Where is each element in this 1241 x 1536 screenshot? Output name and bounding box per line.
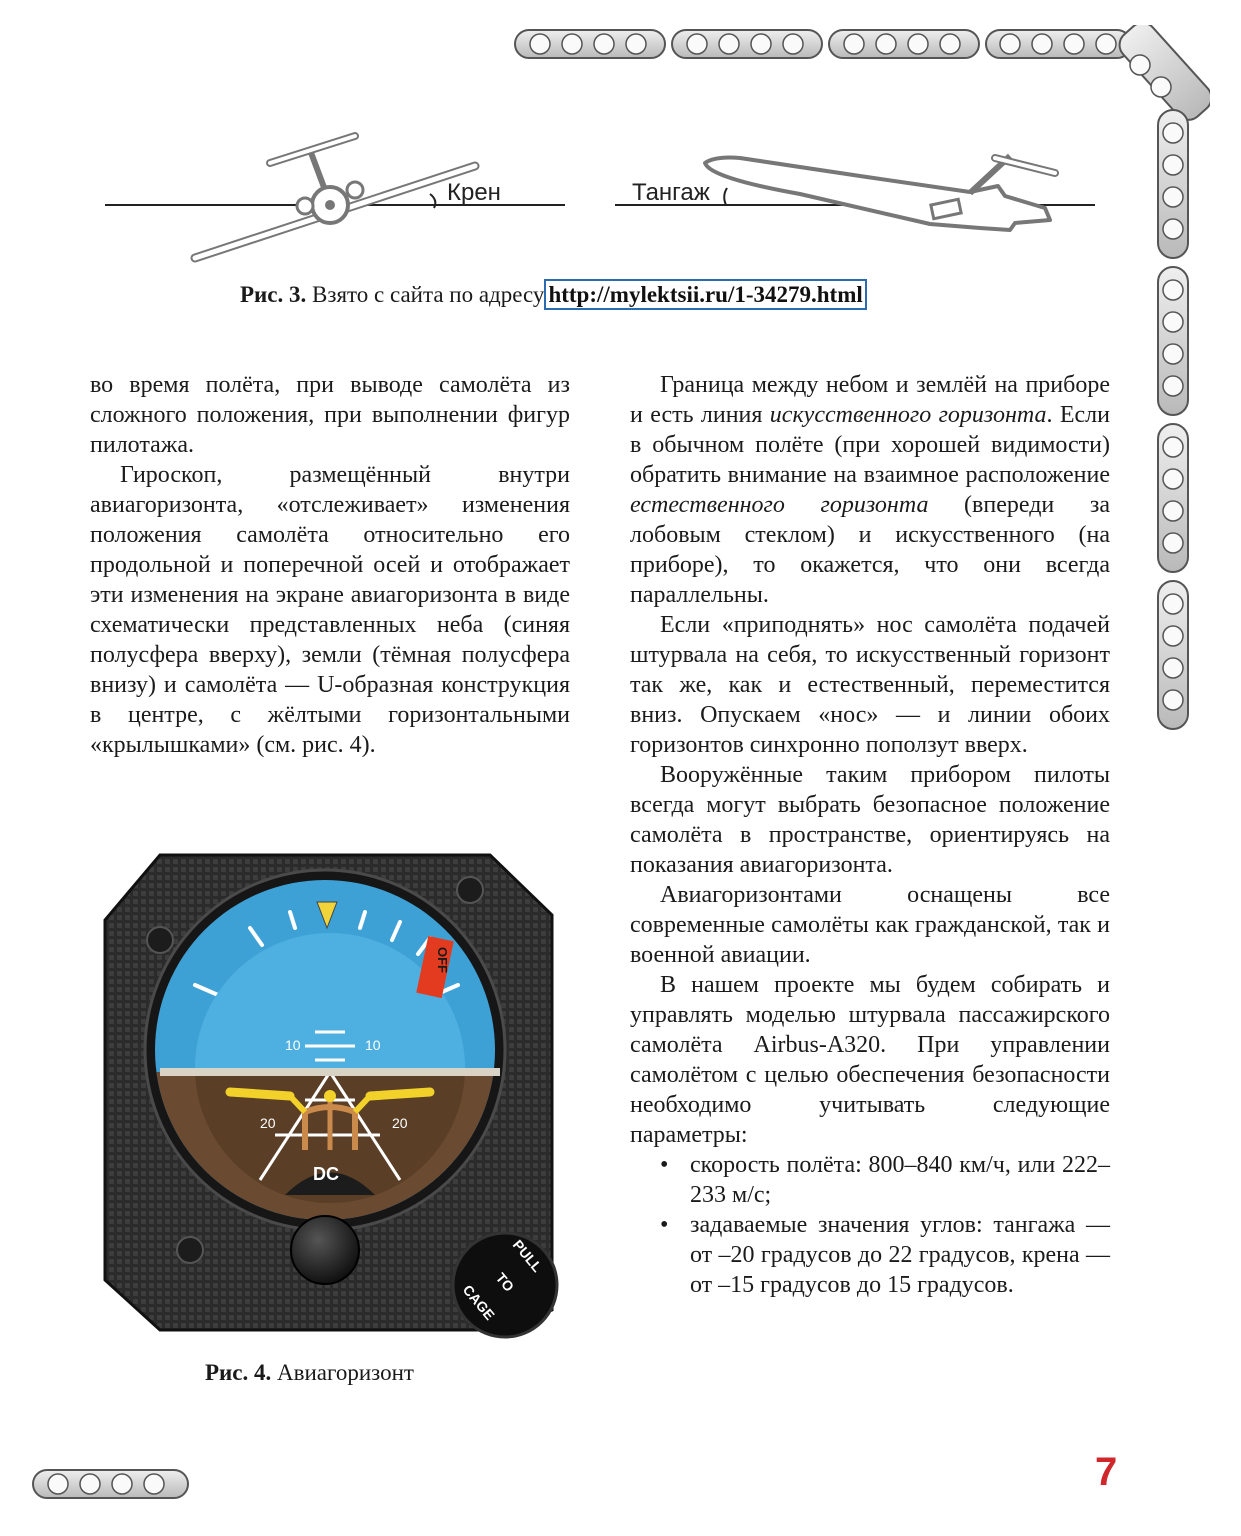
off-flag-label: OFF	[435, 947, 450, 973]
left-paragraph-1: во время полёта, при выводе самолёта из сложного положения, при выполнении фигур пилотажа.	[90, 372, 570, 458]
chain-decoration-top	[510, 25, 1210, 135]
bullet: •	[660, 1152, 669, 1178]
attitude-indicator-photo	[100, 850, 570, 1340]
right-paragraph-4: Авиагоризонтами оснащены все современные самолёты как гражданской, так и военной авиации.	[630, 882, 1110, 968]
pitch-up-left: 10	[285, 1037, 301, 1053]
list-item	[630, 1150, 1110, 1210]
list-item-text: задаваемые значения углов: тангажа — от –20 градусов до 22 градусов, крена — от –15 градусов до 15 градусов.	[690, 1212, 1110, 1298]
rp1-e: (впереди за лобовым стеклом) и искусственного (на приборе), то окажется, что они всегда параллельны.	[630, 492, 1110, 608]
cage-knob-label-2: TO	[492, 1269, 518, 1295]
pitch-down-right: 20	[392, 1115, 408, 1131]
right-paragraph-3: Вооружённые таким прибором пилоты всегда могут выбрать безопасное положение самолёта в пространстве, ориентируясь на показания авиагоризонта.	[630, 762, 1110, 878]
figure-3-caption-text: Взято с сайта по адресу	[306, 282, 545, 307]
right-paragraph-1	[630, 370, 1110, 610]
roll-label: Крен	[447, 179, 501, 206]
chain-decoration-right	[1150, 105, 1195, 745]
term-natural-horizon: естественного горизонта	[630, 492, 929, 518]
page-number: 7	[1095, 1450, 1118, 1494]
term-artificial-horizon: искусственного горизонта	[769, 402, 1047, 428]
right-column	[630, 370, 1110, 1300]
dc-label: DC	[313, 1164, 339, 1184]
list-item	[630, 1210, 1110, 1300]
pitch-adjust-knob	[291, 1216, 359, 1284]
parameters-list	[630, 1150, 1110, 1300]
cage-knob-label-1: PULL	[509, 1236, 546, 1275]
cage-knob-label-3: CAGE	[459, 1281, 498, 1323]
left-column	[90, 370, 570, 760]
right-paragraph-2: Если «приподнять» нос самолёта подачей штурвала на себя, то искусственный горизонт так же, как и естественный, переместится вниз. Опускаем «нос» — и линии обоих горизонтов синхронно поползут вверх.	[630, 612, 1110, 758]
chain-decoration-bottom	[30, 1465, 195, 1505]
rp1-c: . Если в обычном полёте (при хорошей видимости) обратить внимание на взаимное расположение	[630, 402, 1111, 488]
pitch-down-left: 20	[260, 1115, 276, 1131]
left-paragraph-2: Гироскоп, размещённый внутри авиагоризонта, «отслеживает» изменения положения самолёта относительно его продольной и поперечной осей и отображает эти изменения на экране авиагоризонта в виде схематически представленных неба (синяя полусфера вверху), земли (тёмная полусфера внизу) и самолёта — U-образная конструкция в центре, с жёлтыми горизонтальными «крылышками» (см. рис. 4).	[90, 462, 570, 758]
bullet: •	[660, 1212, 669, 1238]
roll-pitch-diagram	[100, 128, 1100, 273]
list-item-text: скорость полёта: 800–840 км/ч, или 222–233 м/с;	[690, 1152, 1110, 1208]
figure-4-caption-text: Авиагоризонт	[271, 1360, 414, 1385]
rp1-a: Граница между небом и землёй на приборе и есть линия	[630, 372, 1110, 428]
pitch-label: Тангаж	[632, 179, 710, 206]
source-link[interactable]: http://mylektsii.ru/1-34279.html	[544, 279, 866, 310]
figure-4-caption-prefix: Рис. 4.	[205, 1360, 272, 1385]
figure-3-caption	[240, 282, 867, 308]
figure-4-caption	[205, 1360, 414, 1386]
pitch-up-right: 10	[365, 1037, 381, 1053]
figure-3-caption-prefix: Рис. 3.	[240, 282, 307, 307]
right-paragraph-5: В нашем проекте мы будем собирать и управлять моделью штурвала пассажирского самолёта Airbus-A320. При управлении самолётом с целью обеспечения безопасности необходимо учитывать следующие параметры:	[630, 972, 1110, 1148]
